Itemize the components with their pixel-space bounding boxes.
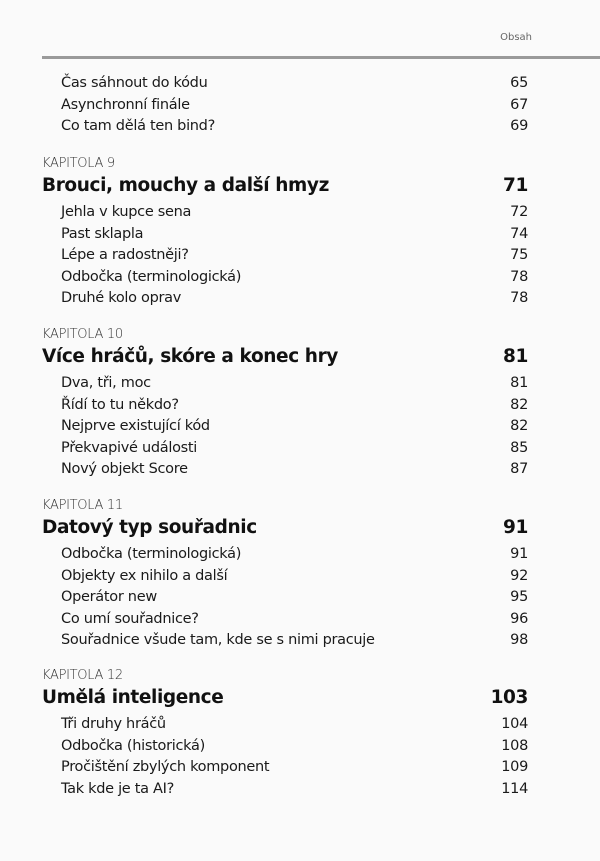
chapter-page: 81 — [503, 346, 528, 367]
toc-chapter-11 — [42, 496, 528, 652]
entry-page: 75 — [510, 247, 528, 263]
chapter-title-text: Více hráčů, skóre a konec hry — [42, 346, 338, 367]
chapter-title[interactable] — [42, 516, 528, 540]
toc-entry[interactable] — [42, 779, 528, 801]
entry-title: Dva, tři, moc — [61, 375, 151, 391]
toc-entry[interactable] — [42, 736, 528, 758]
toc-continuation — [42, 73, 528, 138]
entry-title: Odbočka (terminologická) — [61, 546, 242, 562]
entry-page: 87 — [510, 461, 528, 477]
entry-title: Lépe a radostněji? — [61, 247, 189, 263]
entry-page: 65 — [510, 75, 528, 91]
toc-entry[interactable] — [42, 395, 528, 417]
entry-title: Jehla v kupce sena — [61, 204, 192, 220]
toc-entry[interactable] — [42, 757, 528, 779]
entry-title: Tři druhy hráčů — [61, 716, 166, 732]
entry-page: 91 — [510, 546, 528, 562]
entry-page: 67 — [510, 96, 528, 113]
entry-page: 81 — [510, 375, 528, 391]
toc-entry[interactable] — [42, 116, 528, 138]
chapter-title[interactable] — [42, 174, 528, 198]
entry-page: 108 — [501, 737, 528, 754]
chapter-page: 103 — [490, 687, 528, 708]
toc-entry[interactable] — [42, 566, 528, 588]
toc-entry[interactable] — [42, 373, 528, 395]
toc-entry[interactable] — [42, 609, 528, 631]
toc-entry[interactable] — [42, 544, 528, 566]
entry-title: Co umí souřadnice? — [61, 610, 199, 627]
entry-page: 78 — [510, 268, 528, 285]
entry-title: Řídí to tu někdo? — [61, 396, 179, 413]
entry-page: 82 — [510, 396, 528, 413]
toc-entry[interactable] — [42, 587, 528, 609]
entry-page: 92 — [510, 567, 528, 584]
toc-entry[interactable] — [42, 73, 528, 95]
entry-title: Asynchronní finále — [61, 96, 190, 113]
entry-title: Odbočka (terminologická) — [61, 268, 242, 285]
toc-entry[interactable] — [42, 288, 528, 310]
entry-page: 114 — [501, 780, 528, 797]
chapter-title-text: Brouci, mouchy a další hmyz — [42, 175, 329, 196]
entry-page: 69 — [510, 118, 528, 134]
entry-title: Souřadnice všude tam, kde se s nimi pracuje — [61, 632, 375, 648]
entry-title: Pročištění zbylých komponent — [61, 759, 270, 775]
chapter-title-text: Umělá inteligence — [42, 687, 224, 708]
chapter-label: KAPITOLA 11 — [42, 498, 123, 513]
entry-title: Co tam dělá ten bind? — [61, 118, 215, 134]
entry-page: 98 — [510, 632, 528, 648]
entry-title: Past sklapla — [61, 225, 144, 242]
toc-entry[interactable] — [42, 438, 528, 460]
entry-title: Odbočka (historická) — [61, 737, 205, 754]
chapter-page: 71 — [503, 175, 528, 196]
entry-page: 82 — [510, 418, 528, 434]
chapter-label: KAPITOLA 10 — [42, 327, 123, 342]
toc-entry[interactable] — [42, 714, 528, 736]
toc-entry[interactable] — [42, 459, 528, 481]
toc-entry[interactable] — [42, 267, 528, 289]
chapter-label: KAPITOLA 12 — [42, 668, 123, 683]
chapter-label: KAPITOLA 9 — [42, 156, 115, 171]
chapter-title-text: Datový typ souřadnic — [42, 517, 257, 538]
toc-entry[interactable] — [42, 202, 528, 224]
entry-page: 74 — [510, 225, 528, 242]
entry-page: 95 — [510, 589, 528, 605]
toc-entry[interactable] — [42, 224, 528, 246]
entry-page: 72 — [510, 204, 528, 220]
running-head: Obsah — [500, 32, 532, 43]
entry-title: Nový objekt Score — [61, 461, 188, 477]
entry-title: Tak kde je ta AI? — [61, 780, 175, 797]
chapter-page: 91 — [503, 517, 528, 538]
chapter-title[interactable] — [42, 345, 528, 369]
entry-page: 109 — [501, 759, 528, 775]
toc-chapter-10 — [42, 325, 528, 481]
entry-title: Překvapivé události — [61, 439, 198, 456]
toc-chapter-12 — [42, 666, 528, 800]
entry-title: Nejprve existující kód — [61, 418, 210, 434]
entry-page: 85 — [510, 439, 528, 456]
entry-title: Objekty ex nihilo a další — [61, 567, 228, 584]
toc-entry[interactable] — [42, 245, 528, 267]
toc-entry[interactable] — [42, 95, 528, 117]
toc-entry[interactable] — [42, 416, 528, 438]
entry-title: Operátor new — [61, 589, 157, 605]
entry-page: 96 — [510, 610, 528, 627]
entry-title: Druhé kolo oprav — [61, 290, 182, 306]
entry-title: Čas sáhnout do kódu — [61, 75, 208, 91]
entry-page: 104 — [501, 716, 528, 732]
header-rule — [42, 56, 600, 59]
toc-entry[interactable] — [42, 630, 528, 652]
entry-page: 78 — [510, 290, 528, 306]
toc-chapter-9 — [42, 154, 528, 310]
chapter-title[interactable] — [42, 686, 528, 710]
